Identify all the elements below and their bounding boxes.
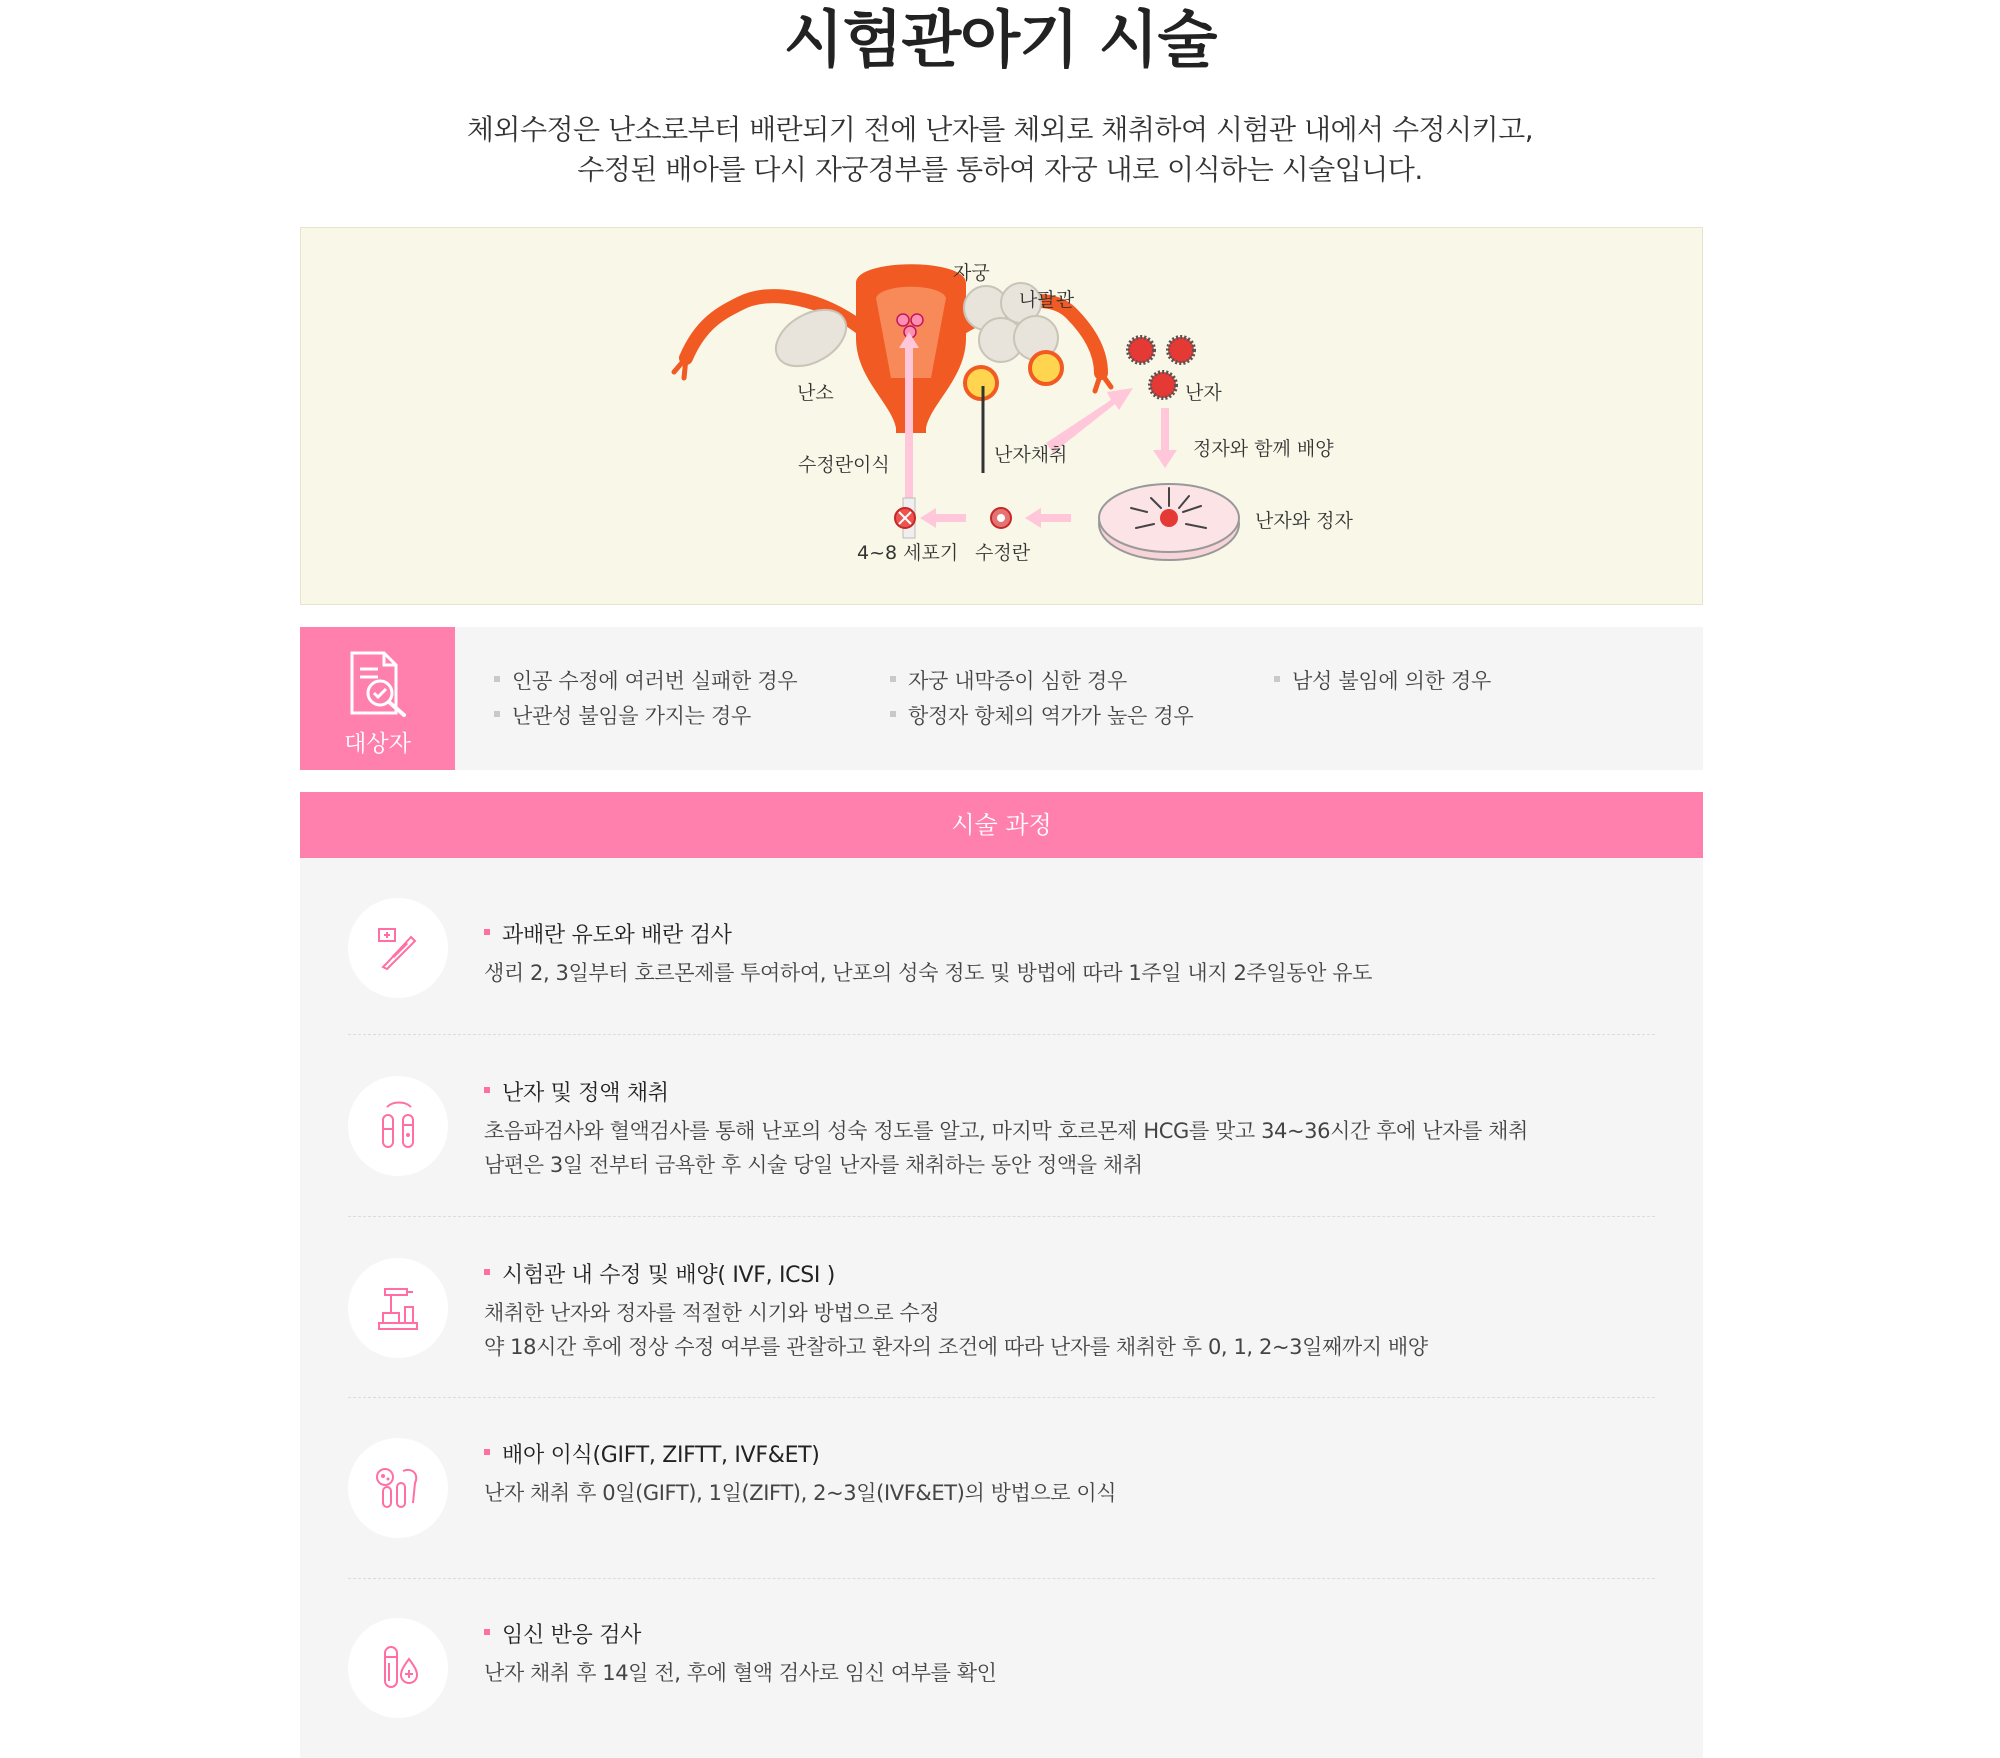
- label-ovary: 난소: [797, 382, 834, 404]
- label-uterus: 자궁: [953, 262, 990, 284]
- step-desc-line: 남편은 3일 전부터 금욕한 후 시술 당일 난자를 채취하는 동안 정액을 채취: [484, 1153, 1143, 1177]
- step-desc: [484, 1656, 997, 1690]
- ivf-diagram: [300, 227, 1703, 605]
- step-desc-line: 생리 2, 3일부터 호르몬제를 투여하여, 난포의 성숙 정도 및 방법에 따라 1주일 내지 2주일동안 유도: [484, 961, 1373, 985]
- step-desc: [484, 1114, 1528, 1182]
- step-desc-line: 난자 채취 후 14일 전, 후에 혈액 검사로 임신 여부를 확인: [484, 1661, 997, 1685]
- microscope-icon: [348, 1258, 448, 1358]
- step-title: 과배란 유도와 배란 검사: [484, 918, 732, 949]
- step-divider: [348, 1397, 1655, 1398]
- label-retrieval: 난자채취: [994, 444, 1068, 466]
- step-title: 임신 반응 검사: [484, 1618, 641, 1649]
- intro-text: [0, 110, 2000, 190]
- target-label: 대상자: [344, 731, 411, 757]
- step-desc-line: 초음파검사와 혈액검사를 통해 난포의 성숙 정도를 알고, 마지막 호르몬제 HCG를 맞고 34~36시간 후에 난자를 채취: [484, 1119, 1528, 1143]
- label-egg-sperm: 난자와 정자: [1255, 510, 1353, 532]
- test-tubes-icon: [348, 1076, 448, 1176]
- step-desc-line: 약 18시간 후에 정상 수정 여부를 관찰하고 환자의 조건에 따라 난자를 채취한 후 0, 1, 2~3일째까지 배양: [484, 1335, 1428, 1359]
- intro-line: 체외수정은 난소로부터 배란되기 전에 난자를 체외로 채취하여 시험관 내에서 수정시키고,: [466, 113, 1534, 146]
- label-transfer: 수정란이식: [798, 454, 890, 476]
- label-egg: 난자: [1185, 382, 1222, 404]
- step-desc: [484, 1476, 1116, 1510]
- step-desc-line: 채취한 난자와 정자를 적절한 시기와 방법으로 수정: [484, 1301, 940, 1325]
- target-item: 난관성 불임을 가지는 경우: [494, 700, 751, 730]
- step-desc: [484, 1296, 1428, 1364]
- step-desc: [484, 956, 1372, 990]
- label-culture: 정자와 함께 배양: [1193, 438, 1334, 460]
- target-section: [300, 627, 1703, 770]
- document-search-icon: [342, 647, 414, 719]
- target-item: 자궁 내막증이 심한 경우: [890, 665, 1127, 695]
- process-section: [300, 858, 1703, 1758]
- label-fallopian-tube: 나팔관: [1019, 289, 1075, 311]
- intro-line: 수정된 배아를 다시 자궁경부를 통하여 자궁 내로 이식하는 시술입니다.: [577, 153, 1423, 186]
- thermometer-icon: [348, 898, 448, 998]
- step-title: 배아 이식(GIFT, ZIFTT, IVF&ET): [484, 1438, 820, 1469]
- step-divider: [348, 1216, 1655, 1217]
- process-heading: 시술 과정: [300, 792, 1703, 858]
- target-item: 항정자 항체의 역가가 높은 경우: [890, 700, 1193, 730]
- step-title: 난자 및 정액 채취: [484, 1076, 669, 1107]
- target-badge: [300, 627, 455, 770]
- target-item: 인공 수정에 여러번 실패한 경우: [494, 665, 797, 695]
- step-title: 시험관 내 수정 및 배양( IVF, ICSI ): [484, 1258, 835, 1289]
- step-divider: [348, 1578, 1655, 1579]
- lab-equipment-icon: [348, 1438, 448, 1538]
- step-desc-line: 난자 채취 후 0일(GIFT), 1일(ZIFT), 2~3일(IVF&ET)의 방법으로 이식: [484, 1481, 1117, 1505]
- blood-test-icon: [348, 1618, 448, 1718]
- label-cell-stage: 4~8 세포기: [857, 542, 959, 564]
- step-divider: [348, 1034, 1655, 1035]
- page-title: 시험관아기 시술: [783, 3, 1217, 76]
- label-fertilized-egg: 수정란: [975, 542, 1031, 564]
- target-item: 남성 불임에 의한 경우: [1274, 665, 1491, 695]
